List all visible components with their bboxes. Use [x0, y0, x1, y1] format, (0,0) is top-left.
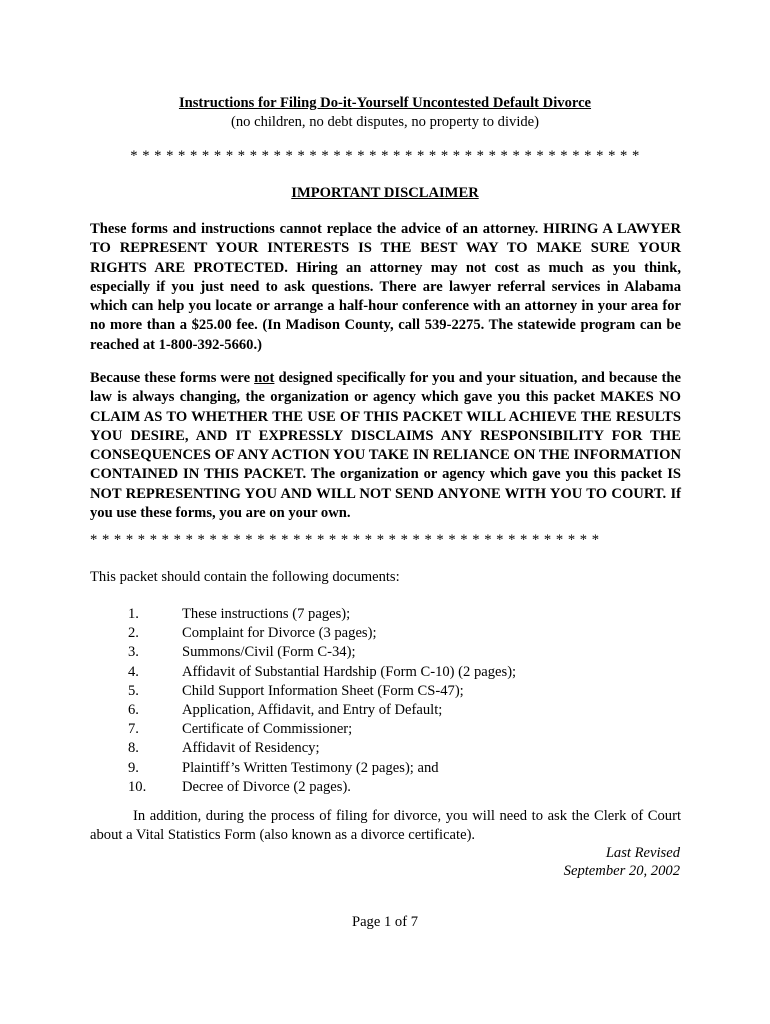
list-item — [128, 759, 516, 778]
list-item-text: Application, Affidavit, and Entry of Default; — [182, 701, 443, 718]
disclaimer-heading: IMPORTANT DISCLAIMER — [291, 185, 479, 201]
list-item-number: 4. — [128, 663, 139, 680]
list-item-number: 7. — [128, 721, 139, 738]
list-item — [128, 720, 516, 739]
list-item — [128, 643, 516, 662]
list-item-number: 3. — [128, 644, 139, 661]
document-title: Instructions for Filing Do-it-Yourself Uncontested Default Divorce — [178, 95, 592, 111]
last-revised-label: Last Revised — [605, 845, 680, 861]
page-number: Page 1 of 7 — [351, 914, 419, 930]
list-item-number: 5. — [128, 682, 139, 699]
list-item-text: Certificate of Commissioner; — [182, 721, 353, 738]
list-item — [128, 624, 516, 643]
additional-note — [90, 807, 681, 846]
list-item-number: 6. — [128, 701, 139, 718]
document-subtitle: (no children, no debt disputes, no property to divide) — [230, 114, 540, 130]
list-item-text: Complaint for Divorce (3 pages); — [182, 625, 377, 642]
list-item — [128, 663, 516, 682]
asterisk-divider-bottom: * * * * * * * * * * * * * * * * * * * * * * * * * * * * * * * * * * * * * * * * * * * — [90, 532, 600, 548]
list-item-number: 9. — [128, 759, 139, 776]
list-item-number: 8. — [128, 740, 139, 757]
list-item-text: These instructions (7 pages); — [182, 606, 351, 622]
list-item-number: 2. — [128, 625, 139, 642]
packet-intro: This packet should contain the following documents: — [90, 569, 400, 585]
list-item — [128, 701, 516, 720]
list-item — [128, 682, 516, 701]
list-item-number: 10. — [128, 778, 147, 795]
disclaimer-paragraph-1: These forms and instructions cannot replace the advice of an attorney. HIRING A LAWYER TO REPRESENT YOUR INTERESTS IS THE BEST WAY TO MAKE SURE YOUR RIGHTS ARE PROTECTED. Hiring an attorney may not cost as much as you think, especially if you just need to ask questions. There are lawyer referral services in Alabama which can help you locate or arrange a half-hour conference with an attorney in your area for no more than a $25.00 fee. (In Madison County, call 539-2275. The statewide program can be reached at 1-800-392-5660.) — [90, 221, 681, 353]
document-list — [128, 605, 516, 797]
list-item-number: 1. — [128, 606, 139, 622]
disclaimer-paragraph-2 — [90, 369, 681, 523]
list-item — [128, 605, 516, 624]
asterisk-divider-top: * * * * * * * * * * * * * * * * * * * * * * * * * * * * * * * * * * * * * * * * * * * — [130, 148, 640, 164]
list-item-text: Affidavit of Residency; — [182, 740, 320, 757]
additional-note-text: In addition, during the process of filing for divorce, you will need to ask the Clerk of Court about a Vital Statistics Form (also known as a divorce certificate). — [90, 808, 681, 844]
disclaimer-emphasis-not: not — [254, 370, 275, 386]
disclaimer-paragraph-2-start: Because these forms were — [90, 370, 255, 386]
list-item-text: Decree of Divorce (2 pages). — [182, 778, 351, 795]
disclaimer-paragraph-2-rest: designed specifically for you and your situation, and because the law is always changing, the organization or agency which gave you this packet MAKES NO CLAIM AS TO WHETHER THE USE OF THIS PACKET WILL ACHIEVE THE RESULTS YOU DESIRE, AND IT EXPRESSLY DISCLAIMS ANY RESPONSIBILITY FOR THE CONSEQUENCES OF ANY ACTION YOU TAKE IN RELIANCE ON THE INFORMATION CONTAINED IN THIS PACKET. The organization or agency which gave you this packet IS NOT REPRESENTING YOU AND WILL NOT SEND ANYONE WITH YOU TO COURT. If you use these forms, you are on your own. — [90, 370, 681, 522]
list-item — [128, 778, 516, 797]
list-item-text: Child Support Information Sheet (Form CS-47); — [182, 682, 464, 699]
last-revised-date: September 20, 2002 — [563, 863, 680, 879]
list-item-text: Plaintiff’s Written Testimony (2 pages); and — [182, 759, 439, 776]
list-item — [128, 739, 516, 758]
list-item-text: Summons/Civil (Form C-34); — [182, 644, 356, 661]
list-item-text: Affidavit of Substantial Hardship (Form C-10) (2 pages); — [182, 663, 517, 680]
